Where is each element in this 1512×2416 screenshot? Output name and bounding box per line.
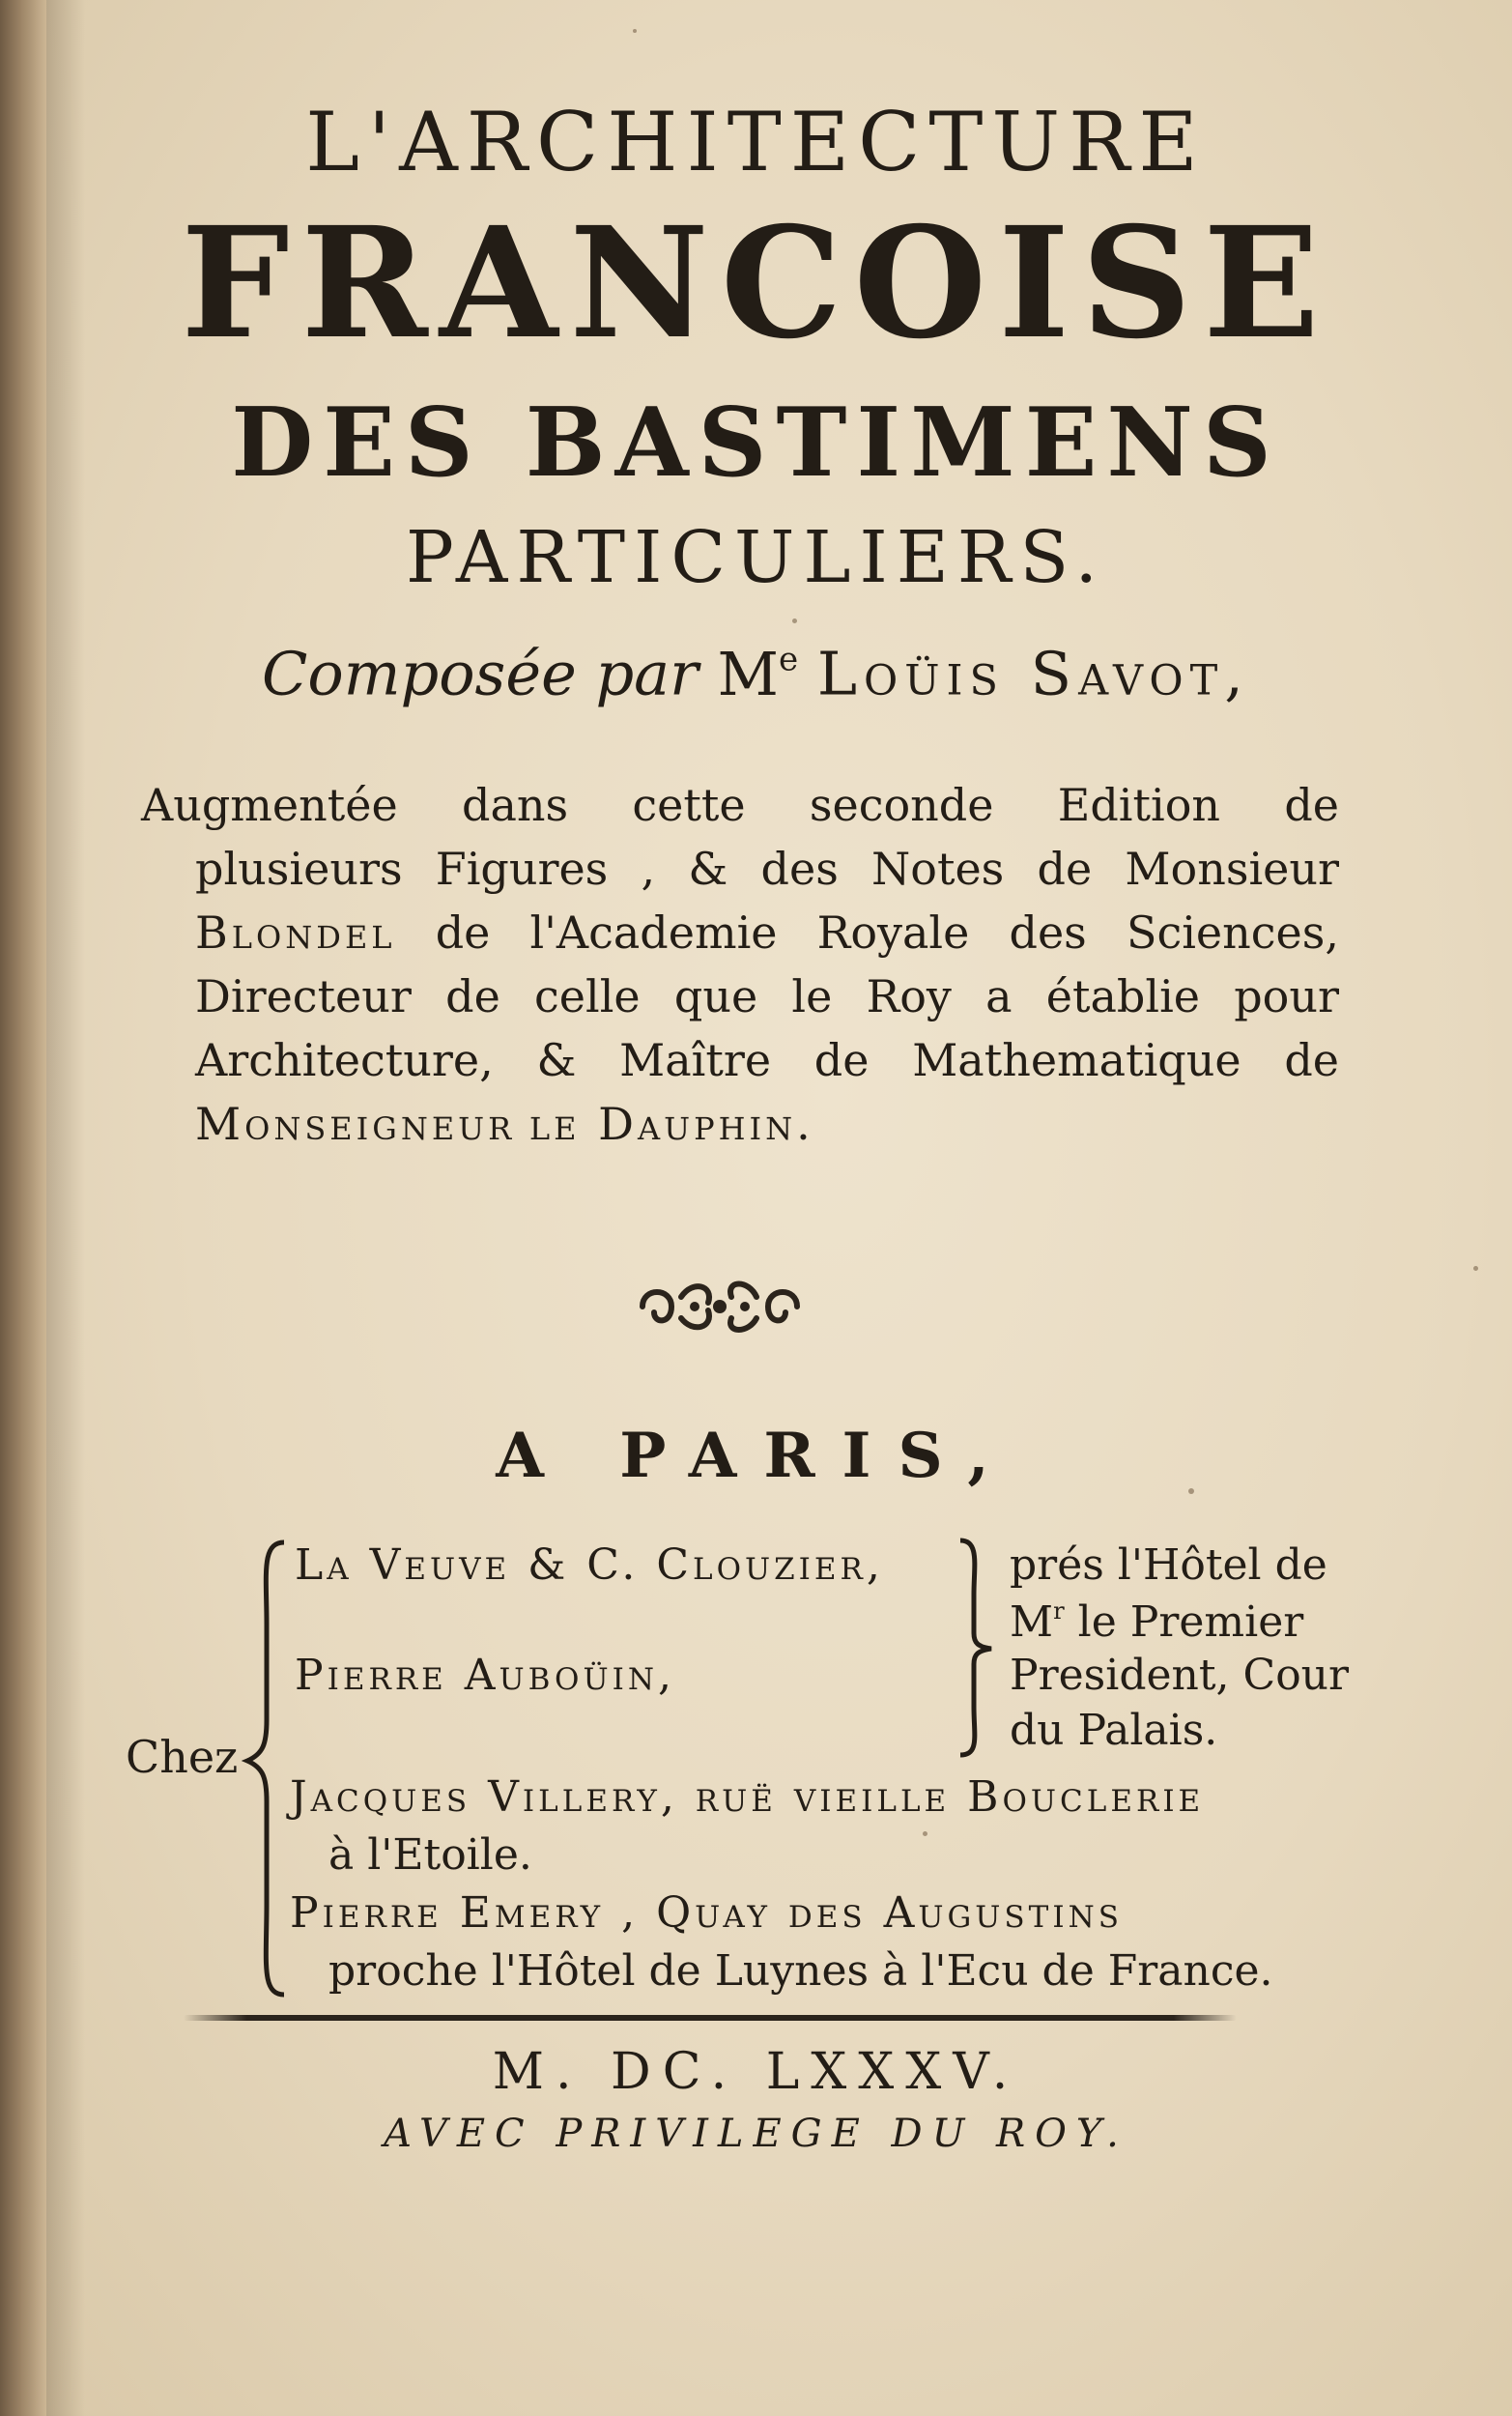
address-line: $M^r$ le Premier xyxy=(1010,1597,1304,1648)
description-line: Directeur de celle que le Roy a établie pour xyxy=(195,970,1339,1022)
address-line: prés l'Hôtel de xyxy=(1010,1540,1327,1590)
left-brace-icon xyxy=(242,1537,290,2000)
paper-speck xyxy=(923,1831,927,1836)
title-line-2: FRANCOISE xyxy=(181,194,1331,373)
title-line-3: DES BASTIMENS xyxy=(231,388,1281,499)
bookseller-line: proche l'Hôtel de Luynes à l'Ecu de France. xyxy=(328,1946,1273,1996)
byline-title: Me xyxy=(717,638,799,709)
right-brace-icon xyxy=(956,1537,995,1759)
monseigneur-word: Monseigneur xyxy=(195,1098,516,1150)
byline-author: Loüis Savot, xyxy=(816,638,1250,709)
address-line: du Palais. xyxy=(1010,1706,1218,1755)
description-line: Monseigneur le Dauphin. xyxy=(195,1098,814,1150)
royal-privilege: AVEC PRIVILEGE DU ROY. xyxy=(384,2112,1128,2156)
description-line: Augmentée dans cette seconde Edition de xyxy=(141,779,1339,831)
address-line: President, Cour xyxy=(1010,1651,1350,1700)
bookseller-line: Pierre Auboüin, xyxy=(295,1651,675,1700)
printer-ornament-icon xyxy=(633,1268,807,1343)
imprint-chez: Chez xyxy=(126,1731,239,1783)
blondel-name: Blondel xyxy=(195,906,396,959)
author-byline xyxy=(0,638,1512,709)
title-line-1: L'ARCHITECTURE xyxy=(305,95,1207,189)
bookseller-line: La Veuve & C. Clouzier, xyxy=(295,1540,884,1590)
divider-rule xyxy=(184,2015,1237,2021)
description-line: plusieurs Figures , & des Notes de Monsieur xyxy=(195,843,1339,895)
paper-speck xyxy=(792,618,797,623)
paper-speck xyxy=(1188,1488,1194,1494)
imprint-city: A PARIS, xyxy=(496,1420,1016,1492)
paper-speck xyxy=(633,29,637,33)
paper-speck xyxy=(1473,1266,1478,1271)
bookseller-line: Pierre Emery , Quay des Augustins xyxy=(290,1888,1123,1938)
title-line-4: PARTICULIERS. xyxy=(405,516,1107,599)
description-line: Architecture, & Maître de Mathematique de xyxy=(195,1034,1339,1086)
byline-composee: Composée par xyxy=(261,638,699,709)
description-line: Blondel de l'Academie Royale des Sciences, xyxy=(195,906,1339,959)
description-paragraph xyxy=(141,773,1339,1156)
publication-year: M. DC. LXXXV. xyxy=(492,2043,1020,2101)
bookseller-line: à l'Etoile. xyxy=(328,1830,532,1880)
bookseller-line: Jacques Villery, ruë vieille Bouclerie xyxy=(290,1772,1205,1822)
